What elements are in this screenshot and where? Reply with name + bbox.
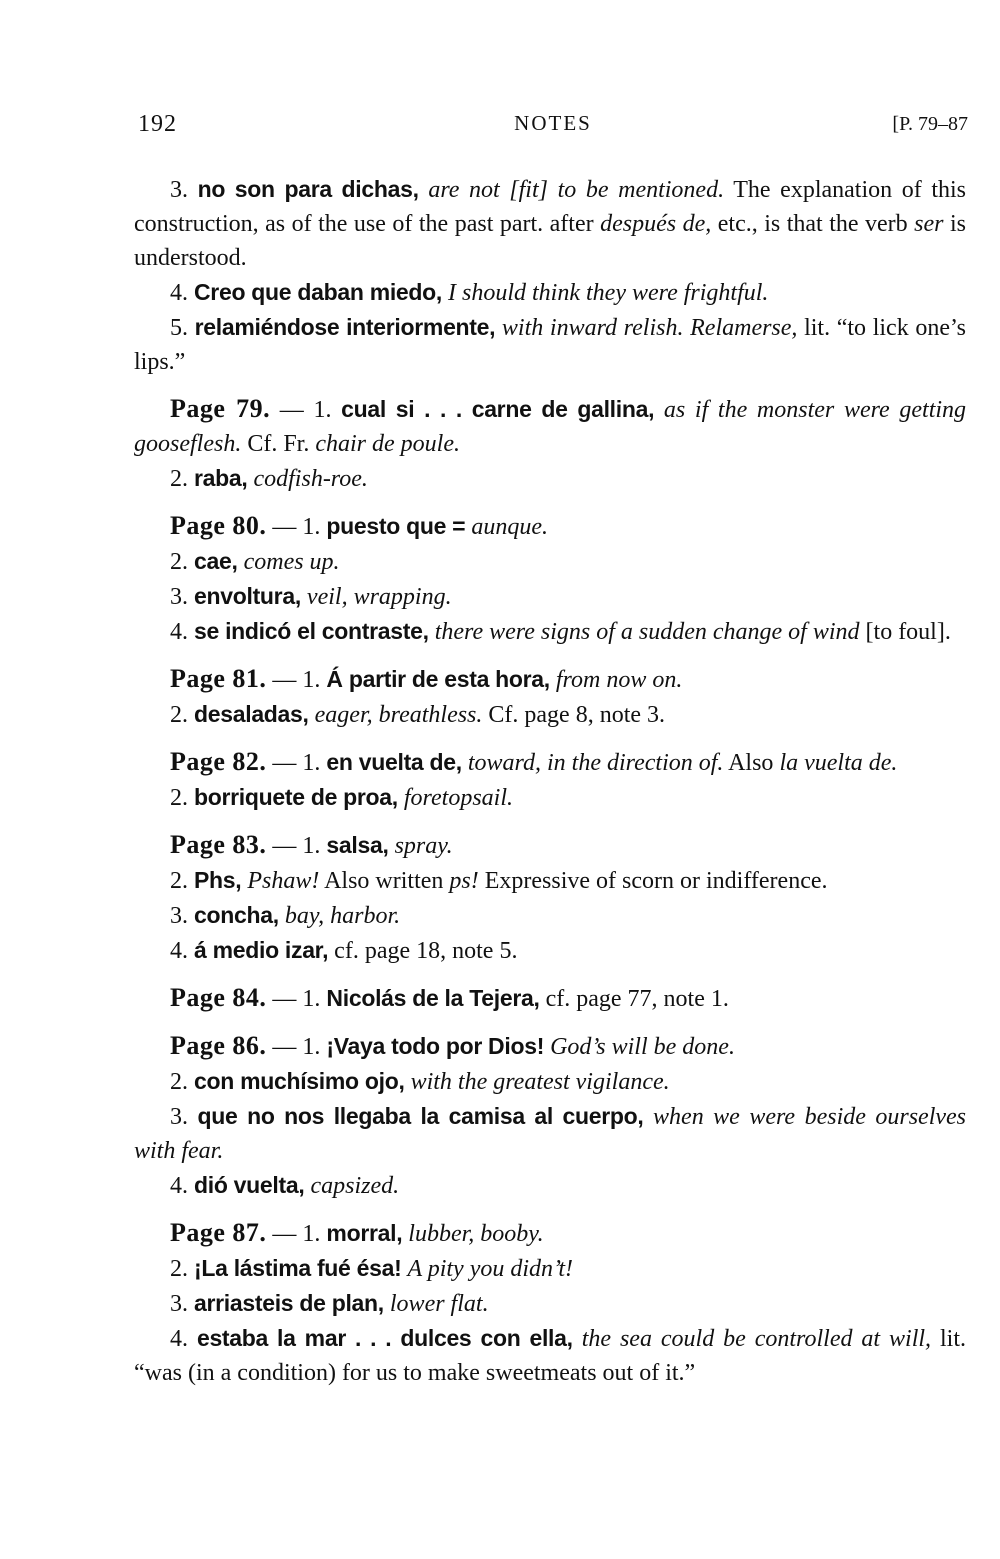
page-note: Page 81. — 1. Á partir de esta hora, from now on. xyxy=(170,664,683,693)
note-term: envoltura, xyxy=(194,583,301,609)
page-note: Page 79. — 1. cual si . . . carne de gallina, as if the monster were getting gooseflesh. Cf. Fr. chair de poule. xyxy=(134,394,967,457)
page-number: 192 xyxy=(138,111,177,137)
note-translation: when we were beside ourselves with fear. xyxy=(134,1104,967,1164)
note-term: morral, xyxy=(326,1220,403,1246)
note-term: Á partir de esta hora, xyxy=(326,666,550,692)
note-item: 4. á medio izar, cf. page 18, note 5. xyxy=(170,937,518,964)
note-term: no son para dichas, xyxy=(197,176,419,202)
page-label: Page 84. xyxy=(170,983,267,1012)
note-term: á medio izar, xyxy=(194,937,329,963)
note-translation: foretopsail. xyxy=(403,785,514,811)
page-note: Page 80. — 1. puesto que = aunque. xyxy=(170,511,548,540)
note-term: Nicolás de la Tejera, xyxy=(326,985,540,1011)
page-label: Page 80. xyxy=(170,511,267,540)
note-translation: as if the monster were getting gooseflesh. xyxy=(134,397,967,457)
note-item: 2. con muchísimo ojo, with the greatest vigilance. xyxy=(170,1068,670,1095)
note-item: 2. Phs, Pshaw! Also written ps! Expressive of scorn or indifference. xyxy=(170,867,828,894)
note-term: en vuelta de, xyxy=(326,749,462,775)
note-translation: A pity you didn’t! xyxy=(407,1256,574,1282)
note-term: salsa, xyxy=(326,832,389,858)
note-translation: are not [fit] to be mentioned. xyxy=(428,177,725,203)
page-note: Page 84. — 1. Nicolás de la Tejera, cf. page 77, note 1. xyxy=(170,983,729,1012)
page-label: Page 87. xyxy=(170,1218,267,1247)
note-item: 4. Creo que daban miedo, I should think they were frightful. xyxy=(170,279,769,306)
note-translation: there were signs of a sudden change of wind xyxy=(434,619,860,645)
note-translation: I should think they were frightful. xyxy=(448,280,769,306)
header-title: NOTES xyxy=(514,111,592,135)
page-label: Page 86. xyxy=(170,1031,267,1060)
page-note: Page 83. — 1. salsa, spray. xyxy=(170,830,453,859)
note-translation: toward, in the direction of. xyxy=(467,750,724,776)
note-item: 3. no son para dichas, are not [fit] to be mentioned. The explanation of this construction, as of the use of the past part. after después de, etc., is that the verb ser is understood. xyxy=(134,176,967,271)
note-translation: comes up. xyxy=(243,549,340,575)
note-translation: spray. xyxy=(394,833,453,859)
page-note: Page 87. — 1. morral, lubber, booby. xyxy=(170,1218,544,1247)
note-translation: eager, breathless. xyxy=(314,702,483,728)
page-label: Page 81. xyxy=(170,664,267,693)
note-term: concha, xyxy=(194,902,279,928)
note-term: raba, xyxy=(194,465,248,491)
note-term: cae, xyxy=(194,548,238,574)
note-item: 3. envoltura, veil, wrapping. xyxy=(170,583,452,610)
note-item: 3. que no nos llegaba la camisa al cuerpo, when we were beside ourselves with fear. xyxy=(134,1103,967,1164)
note-translation: lower flat. xyxy=(389,1291,489,1317)
running-header xyxy=(138,111,968,143)
page-note: Page 82. — 1. en vuelta de, toward, in the direction of. Also la vuelta de. xyxy=(170,747,898,776)
note-term: relamiéndose interiormente, xyxy=(194,314,496,340)
notes-body xyxy=(134,172,966,1390)
note-item: 2. desaladas, eager, breathless. Cf. page 8, note 3. xyxy=(170,701,666,728)
note-translation: the sea could be controlled at will, xyxy=(581,1326,932,1352)
note-term: Phs, xyxy=(194,867,242,893)
page-label: Page 83. xyxy=(170,830,267,859)
note-translation: codfish-roe. xyxy=(253,466,368,492)
note-term: desaladas, xyxy=(194,701,309,727)
page-range: [P. 79–87 xyxy=(892,113,968,135)
note-translation: God’s will be done. xyxy=(550,1034,735,1060)
note-item: 3. concha, bay, harbor. xyxy=(170,902,401,929)
note-translation: from now on. xyxy=(555,667,683,693)
note-term: borriquete de proa, xyxy=(194,784,398,810)
note-translation: with inward relish. xyxy=(501,315,684,341)
note-item: 3. arriasteis de plan, lower flat. xyxy=(170,1290,489,1317)
note-translation: capsized. xyxy=(310,1173,400,1199)
note-term: se indicó el contraste, xyxy=(194,618,429,644)
note-item: 2. borriquete de proa, foretopsail. xyxy=(170,784,514,811)
note-item: 5. relamiéndose interiormente, with inward relish. Relamerse, lit. “to lick one’s lips.” xyxy=(134,314,967,375)
note-term: ¡La lástima fué ésa! xyxy=(194,1255,402,1281)
note-term: ¡Vaya todo por Dios! xyxy=(326,1033,545,1059)
note-item: 4. estaba la mar . . . dulces con ella, the sea could be controlled at will, lit. “was (in a condition) for us to make sweetmeats out of it.” xyxy=(134,1325,967,1386)
page-label: Page 79. xyxy=(170,394,271,423)
note-translation: veil, wrapping. xyxy=(306,584,452,610)
note-translation: Pshaw! xyxy=(247,868,320,894)
note-item: 4. dió vuelta, capsized. xyxy=(170,1172,400,1199)
note-item: 2. cae, comes up. xyxy=(170,548,340,575)
page-label: Page 82. xyxy=(170,747,267,776)
note-term: que no nos llegaba la camisa al cuerpo, xyxy=(197,1103,644,1129)
note-item: 2. raba, codfish-roe. xyxy=(170,465,368,492)
page-note: Page 86. — 1. ¡Vaya todo por Dios! God’s will be done. xyxy=(170,1031,735,1060)
note-term: cual si . . . carne de gallina, xyxy=(341,396,655,422)
note-translation: with the greatest vigilance. xyxy=(410,1069,670,1095)
note-term: Creo que daban miedo, xyxy=(194,279,443,305)
note-translation: lubber, booby. xyxy=(408,1221,544,1247)
note-term: puesto que = xyxy=(326,513,466,539)
note-translation: bay, harbor. xyxy=(284,903,401,929)
note-item: 2. ¡La lástima fué ésa! A pity you didn’t! xyxy=(170,1255,574,1282)
note-term: dió vuelta, xyxy=(194,1172,305,1198)
note-translation: aunque. xyxy=(471,514,548,540)
note-term: estaba la mar . . . dulces con ella, xyxy=(196,1325,573,1351)
note-item: 4. se indicó el contraste, there were signs of a sudden change of wind [to foul]. xyxy=(170,618,951,645)
note-term: arriasteis de plan, xyxy=(194,1290,384,1316)
note-term: con muchísimo ojo, xyxy=(194,1068,405,1094)
